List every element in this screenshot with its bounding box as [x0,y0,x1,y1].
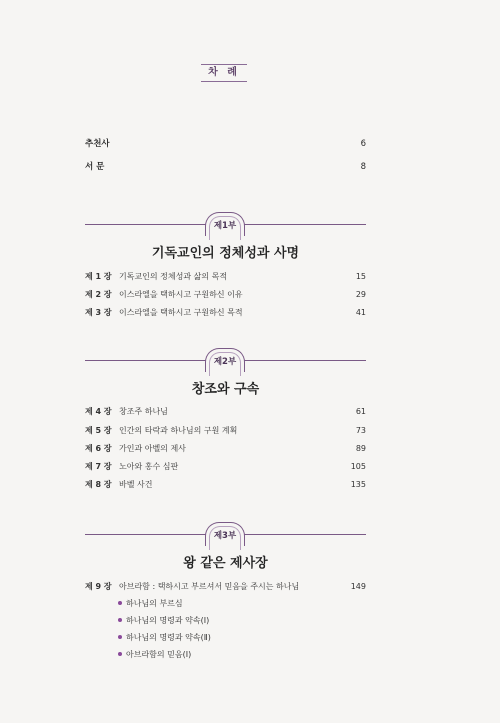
part-badge: 제3부 [205,522,245,546]
chapter-row[interactable] [85,270,366,284]
part-header [85,212,366,272]
bullet-icon [118,618,122,622]
chapter-page: 15 [355,272,366,281]
toc-title-rule-bottom [201,81,247,82]
chapter-label: 제 6 장 [85,444,112,453]
chapter-row[interactable] [85,405,366,419]
part-title: 기독교인의 정체성과 사명 [151,246,300,261]
subitem-text: 하나님의 부르심 [126,599,183,608]
subitem-text: 하나님의 명령과 약속(Ⅱ) [126,633,211,642]
front-matter-item[interactable] [85,137,366,151]
front-matter-label: 추천사 [85,139,110,149]
part-header [85,348,366,408]
subitem[interactable] [118,614,209,628]
chapter-page: 89 [355,444,366,453]
chapter-title: 바벨 사건 [119,480,153,489]
chapter-title: 아브라함 : 택하시고 부르셔서 믿음을 주시는 하나님 [119,582,300,591]
toc-title-rule-top [201,64,247,65]
chapter-row[interactable] [85,580,366,594]
chapter-page: 135 [350,480,366,489]
chapter-title: 창조주 하나님 [119,407,168,416]
chapter-row[interactable] [85,442,366,456]
subitem[interactable] [118,648,191,662]
subitem-text: 아브라함의 믿음(Ⅰ) [126,650,192,659]
chapter-row[interactable] [85,460,366,474]
part-badge: 제1부 [205,212,245,236]
chapter-row[interactable] [85,288,366,302]
bullet-icon [118,635,122,639]
chapter-label: 제 1 장 [85,272,112,281]
chapter-page: 105 [350,462,366,471]
chapter-title: 이스라엘을 택하시고 구원하신 이유 [119,290,243,299]
chapter-page: 149 [350,582,366,591]
subitem[interactable] [118,631,211,645]
chapter-row[interactable] [85,306,366,320]
chapter-label: 제 2 장 [85,290,112,299]
toc-title: 차 례 [208,67,240,78]
subitem[interactable] [118,597,183,611]
chapter-title: 인간의 타락과 하나님의 구원 계획 [119,426,238,435]
front-matter-label: 서 문 [85,162,105,172]
part-title: 창조와 구속 [191,382,260,397]
front-matter-item[interactable] [85,160,366,174]
chapter-label: 제 9 장 [85,582,112,591]
bullet-icon [118,601,122,605]
chapter-row[interactable] [85,478,366,492]
chapter-label: 제 4 장 [85,407,112,416]
bullet-icon [118,652,122,656]
part-header [85,522,366,582]
chapter-page: 41 [355,308,366,317]
part-badge: 제2부 [205,348,245,372]
chapter-page: 29 [355,290,366,299]
chapter-label: 제 7 장 [85,462,112,471]
chapter-title: 기독교인의 정체성과 삶의 목적 [119,272,228,281]
chapter-title: 이스라엘을 택하시고 구원하신 목적 [119,308,243,317]
front-matter-page: 6 [360,139,366,149]
chapter-title: 가인과 아벨의 제사 [119,444,186,453]
chapter-label: 제 8 장 [85,480,112,489]
chapter-page: 61 [355,407,366,416]
chapter-row[interactable] [85,424,366,438]
chapter-label: 제 3 장 [85,308,112,317]
part-title: 왕 같은 제사장 [183,556,268,571]
subitem-text: 하나님의 명령과 약속(Ⅰ) [126,616,210,625]
chapter-title: 노아와 홍수 심판 [119,462,179,471]
chapter-page: 73 [355,426,366,435]
front-matter-page: 8 [360,162,366,172]
chapter-label: 제 5 장 [85,426,112,435]
